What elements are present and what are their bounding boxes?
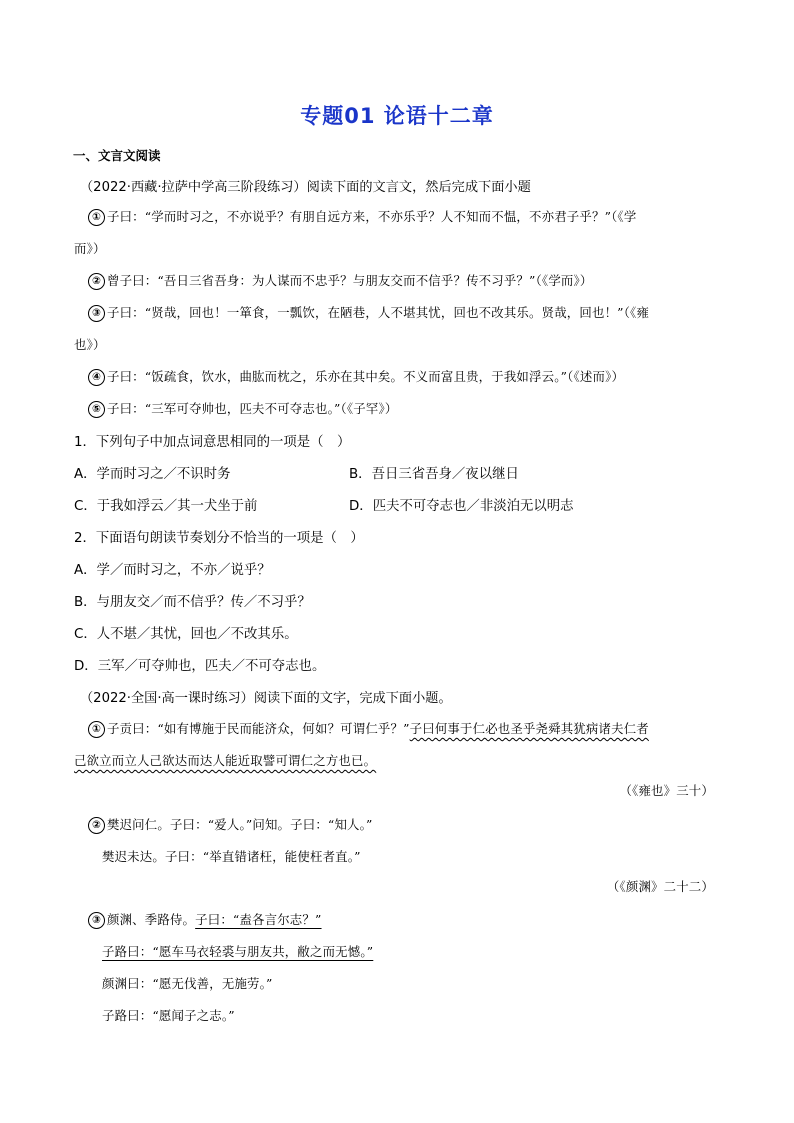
passage2-para-2-cont: 樊迟未达。子曰：“举直错诸枉，能使枉者直。” bbox=[102, 849, 361, 864]
item-number: ② bbox=[88, 273, 105, 290]
passage1-item-5 bbox=[88, 399, 397, 418]
underlined-text: 子曰：“盍各言尔志？” bbox=[195, 912, 322, 927]
page-title: 专题01 论语十二章 bbox=[300, 104, 494, 128]
question-2-option-a: A．学／而时习之，不亦／说乎？ bbox=[74, 563, 271, 578]
passage2-para-2 bbox=[88, 815, 373, 834]
question-2-stem: 2．下面语句朗读节奏划分不恰当的一项是（ ） bbox=[74, 531, 364, 546]
question-2-option-d: D．三军／可夺帅也，匹夫／不可夺志也。 bbox=[74, 659, 326, 674]
passage1-item-1-cont: 而》） bbox=[74, 241, 106, 256]
passage1-item-3-cont: 也》） bbox=[74, 337, 106, 352]
passage2-para-3-line3: 颜渊曰：“愿无伐善，无施劳。” bbox=[102, 976, 273, 991]
item-number: ② bbox=[88, 817, 105, 834]
passage1-item-3 bbox=[88, 303, 649, 322]
passage1-item-2 bbox=[88, 271, 593, 290]
question-2-option-c: C．人不堪／其忧，回也／不改其乐。 bbox=[74, 627, 298, 642]
passage2-ref-1: （《雍也》三十） bbox=[619, 783, 714, 798]
question-1-stem: 1．下列句子中加点词意思相同的一项是（ ） bbox=[74, 435, 351, 450]
passage2-para-1 bbox=[88, 719, 649, 738]
question-2-option-b: B．与朋友交／而不信乎？传／不习乎？ bbox=[74, 595, 311, 610]
passage1-item-4 bbox=[88, 367, 624, 386]
para-text: 樊迟问仁。子曰：“爱人。”问知。子曰：“知人。” bbox=[107, 817, 373, 832]
passage2-para-3-line4: 子路曰：“愿闻子之志。” bbox=[102, 1008, 235, 1023]
para-text: 子贡曰：“如有博施于民而能济众，何如？可谓仁乎？” bbox=[107, 721, 410, 736]
question-1-option-a: A．学而时习之／不识时务 bbox=[74, 467, 231, 482]
passage2-para-3 bbox=[88, 910, 322, 929]
item-number: ① bbox=[88, 209, 105, 226]
item-number: ⑤ bbox=[88, 401, 105, 418]
item-text: 子曰：“学而时习之，不亦说乎？有朋自远方来，不亦乐乎？人不知而不愠，不亦君子乎？”（《学 bbox=[107, 209, 637, 224]
passage2-para-1-cont: 己欲立而立人己欲达而达人能近取譬可谓仁之方也已。 bbox=[74, 753, 377, 768]
passage2-ref-2: （《颜渊》二十二） bbox=[606, 879, 714, 894]
section-heading: 一、文言文阅读 bbox=[73, 148, 161, 163]
passage2-source: （2022·全国·高一课时练习）阅读下面的文字，完成下面小题。 bbox=[80, 691, 452, 706]
item-text: 子曰：“饭疏食，饮水，曲肱而枕之，乐亦在其中矣。不义而富且贵，于我如浮云。”（《述而》） bbox=[107, 369, 625, 384]
question-1-option-c: C．于我如浮云／其一犬坐于前 bbox=[74, 499, 258, 514]
item-number: ④ bbox=[88, 369, 105, 386]
item-text: 子曰：“贤哉，回也！一箪食，一瓢饮，在陋巷，人不堪其忧，回也不改其乐。贤哉，回也！”（《雍 bbox=[107, 305, 650, 320]
passage2-para-3-line2: 子路曰：“愿车马衣轻裘与朋友共，敝之而无憾。” bbox=[102, 944, 374, 959]
item-number: ③ bbox=[88, 305, 105, 322]
item-number: ③ bbox=[88, 912, 105, 929]
item-text: 曾子曰：“吾日三省吾身：为人谋而不忠乎？与朋友交而不信乎？传不习乎？”（《学而》） bbox=[107, 273, 593, 288]
passage1-item-1 bbox=[88, 207, 636, 226]
underlined-text: 子曰何事于仁必也圣乎尧舜其犹病诸夫仁者 bbox=[409, 721, 649, 736]
question-1-option-b: B．吾日三省吾身／夜以继日 bbox=[349, 467, 519, 482]
item-number: ① bbox=[88, 721, 105, 738]
para-text: 颜渊、季路侍。 bbox=[107, 912, 196, 927]
item-text: 子曰：“三军可夺帅也，匹夫不可夺志也。”（《子罕》） bbox=[107, 401, 398, 416]
question-1-option-d: D．匹夫不可夺志也／非淡泊无以明志 bbox=[349, 499, 574, 514]
passage1-source: （2022·西藏·拉萨中学高三阶段练习）阅读下面的文言文，然后完成下面小题 bbox=[80, 180, 531, 195]
